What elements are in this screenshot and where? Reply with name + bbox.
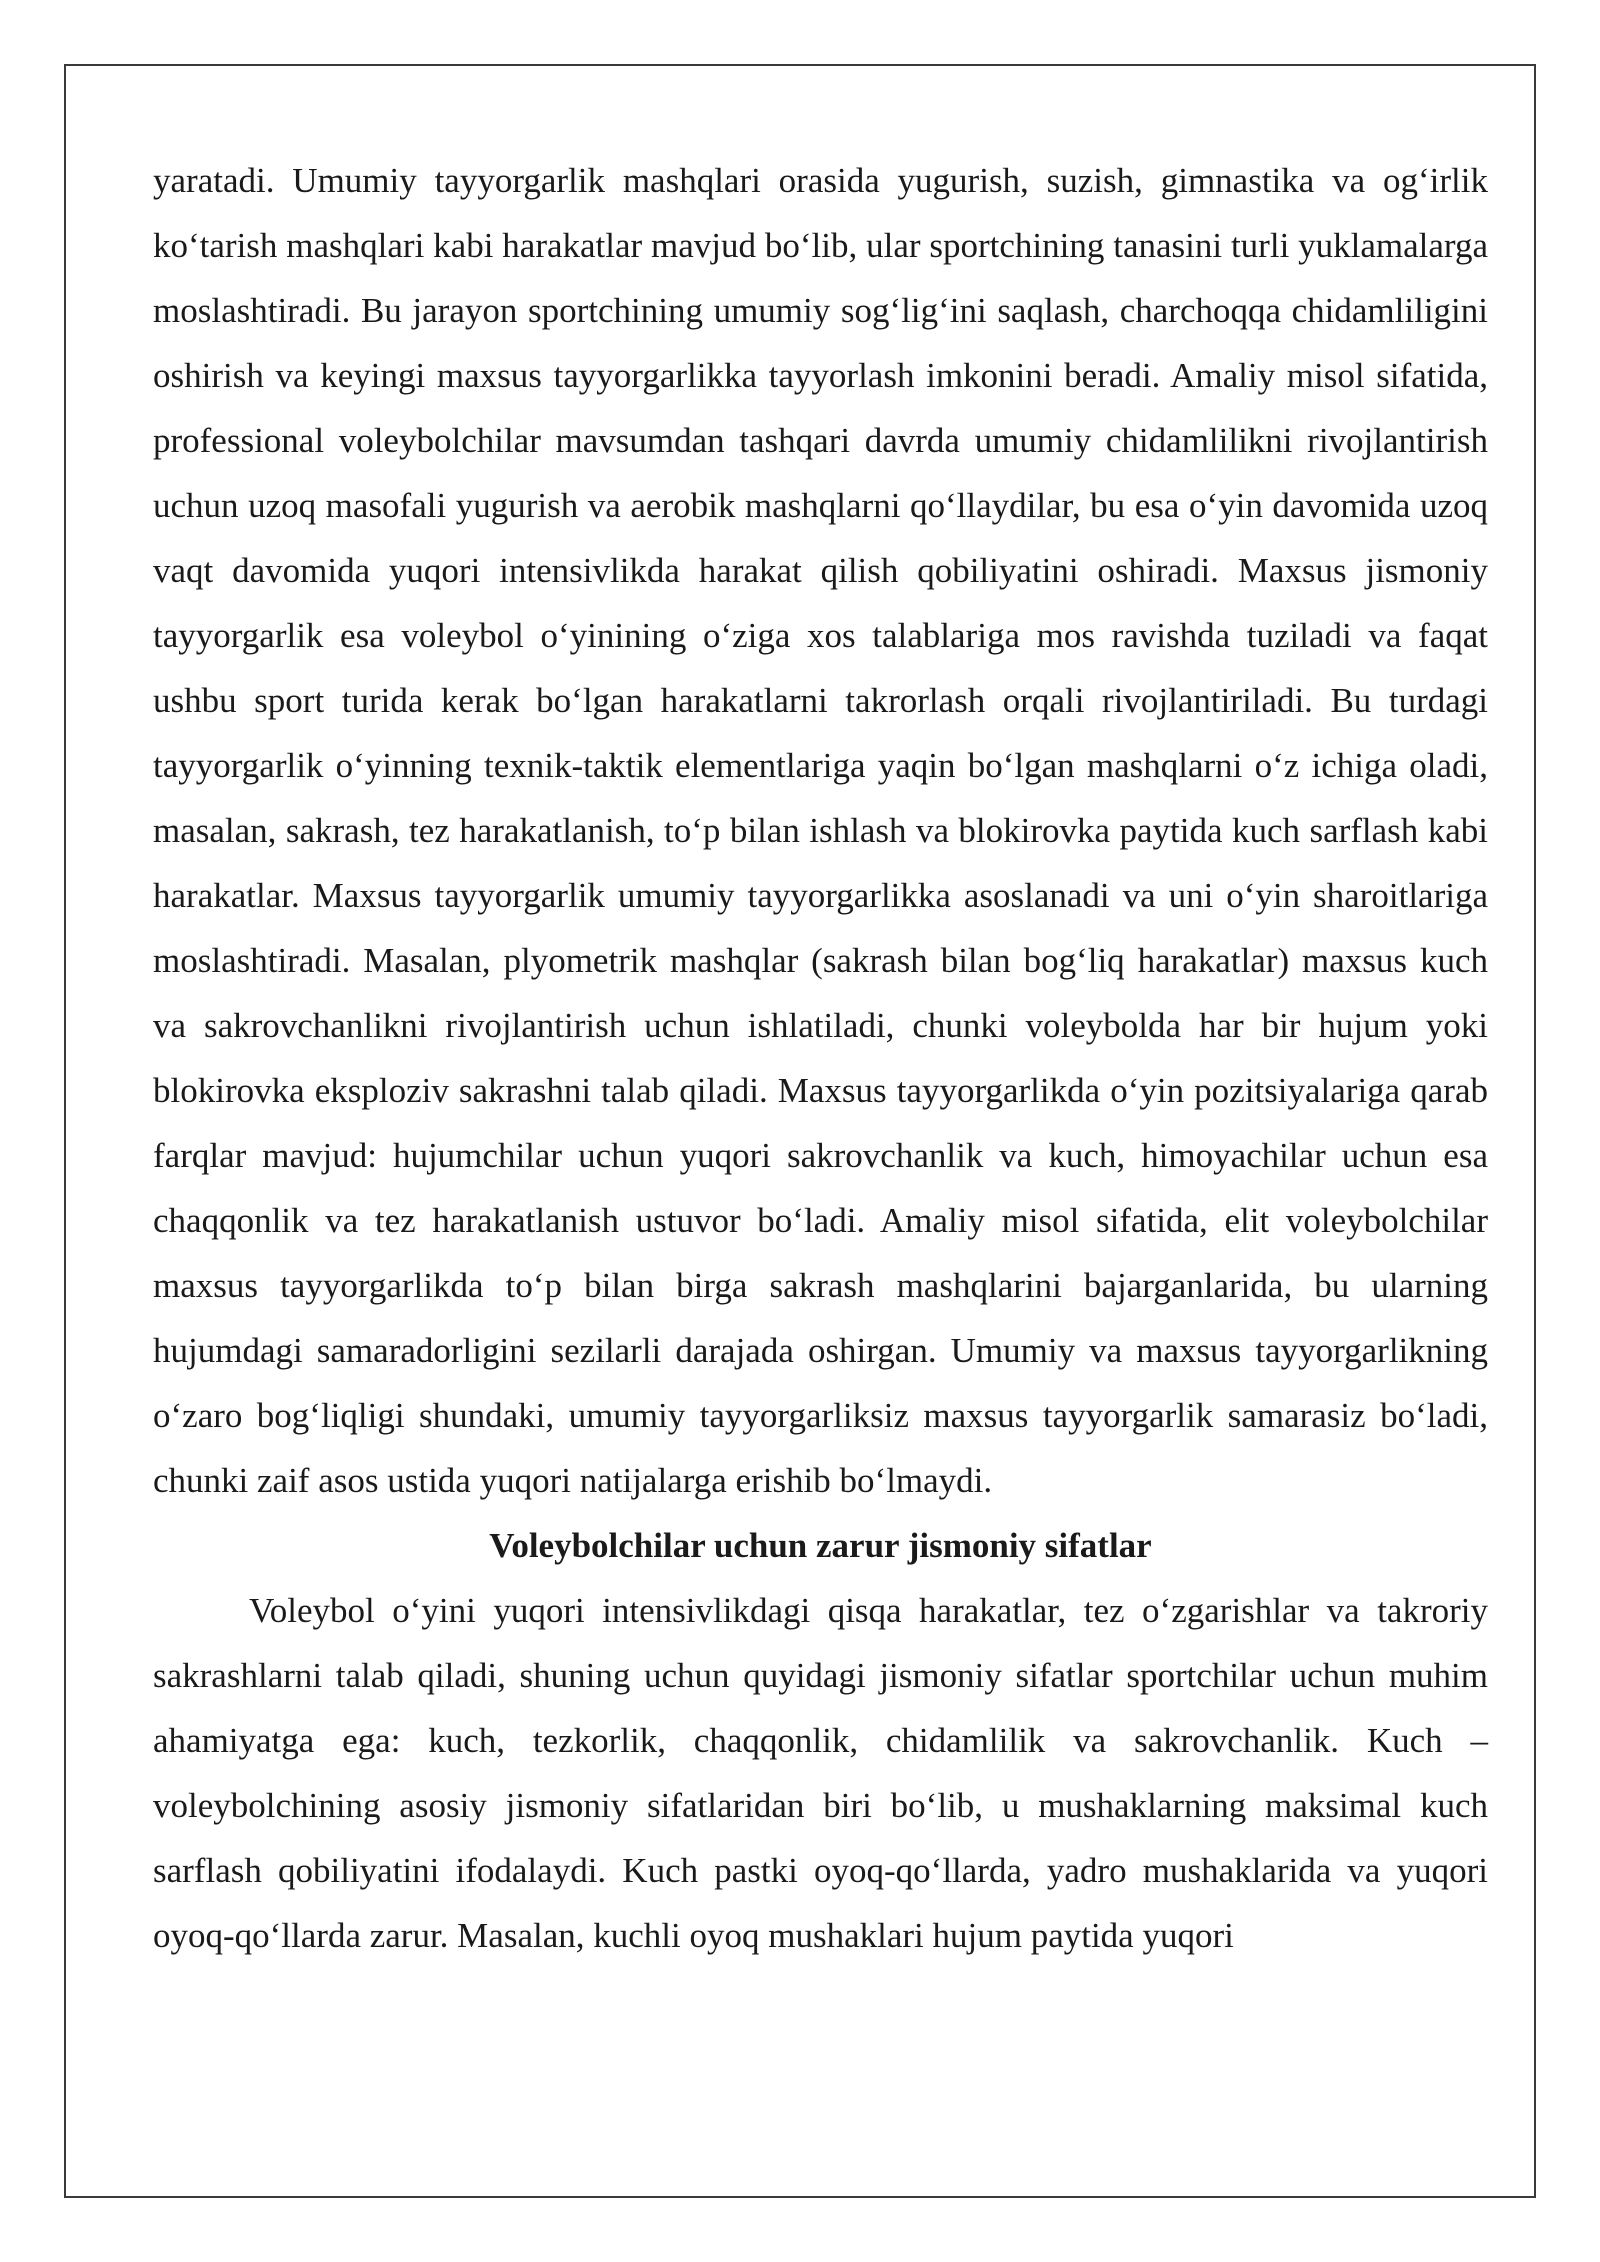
- section-heading: Voleybolchilar uchun zarur jismoniy sifatlar: [489, 1526, 1152, 1565]
- body-paragraph: yaratadi. Umumiy tayyorgarlik mashqlari orasida yugurish, suzish, gimnastika va og‘irlik ko‘tarish mashqlari kabi harakatlar mavjud bo‘lib, ular sportchining tanasini turli yuklamalarga moslashtiradi. Bu jarayon sportchining umumiy sog‘lig‘ini saqlash, charchoqqa chidamliligini oshirish va keyingi maxsus tayyorgarlikka tayyorlash imkonini beradi. Amaliy misol sifatida, professional voleybolchilar mavsumdan tashqari davrda umumiy chidamlilikni rivojlantirish uchun uzoq masofali yugurish va aerobik mashqlarni qo‘llaydilar, bu esa o‘yin davomida uzoq vaqt davomida yuqori intensivlikda harakat qilish qobiliyatini oshiradi. Maxsus jismoniy tayyorgarlik esa voleybol o‘yinining o‘ziga xos talablariga mos ravishda tuziladi va faqat ushbu sport turida kerak bo‘lgan harakatlarni takrorlash orqali rivojlantiriladi. Bu turdagi tayyorgarlik o‘yinning texnik-taktik elementlariga yaqin bo‘lgan mashqlarni o‘z ichiga oladi, masalan, sakrash, tez harakatlanish, to‘p bilan ishlash va blokirovka paytida kuch sarflash kabi harakatlar. Maxsus tayyorgarlik umumiy tayyorgarlikka asoslanadi va uni o‘yin sharoitlariga moslashtiradi. Masalan, plyometrik mashqlar (sakrash bilan bog‘liq harakatlar) maxsus kuch va sakrovchanlikni rivojlantirish uchun ishlatiladi, chunki voleybolda har bir hujum yoki blokirovka eksploziv sakrashni talab qiladi. Maxsus tayyorgarlikda o‘yin pozitsiyalariga qarab farqlar mavjud: hujumchilar uchun yuqori sakrovchanlik va kuch, himoyachilar uchun esa chaqqonlik va tez harakatlanish ustuvor bo‘ladi. Amaliy misol sifatida, elit voleybolchilar maxsus tayyorgarlikda to‘p bilan birga sakrash mashqlarini bajarganlarida, bu ularning hujumdagi samaradorligini sezilarli darajada oshirgan. Umumiy va maxsus tayyorgarlikning o‘zaro bog‘liqligi shundaki, umumiy tayyorgarliksiz maxsus tayyorgarlik samarasiz bo‘ladi, chunki zaif asos ustida yuqori natijalarga erishib bo‘lmaydi.: [153, 161, 1488, 1500]
- body-paragraph: Voleybol o‘yini yuqori intensivlikdagi qisqa harakatlar, tez o‘zgarishlar va takroriy sakrashlarni talab qiladi, shuning uchun quyidagi jismoniy sifatlar sportchilar uchun muhim ahamiyatga ega: kuch, tezkorlik, chaqqonlik, chidamlilik va sakrovchanlik. Kuch – voleybolchining asosiy jismoniy sifatlaridan biri bo‘lib, u mushaklarning maksimal kuch sarflash qobiliyatini ifodalaydi. Kuch pastki oyoq-qo‘llarda, yadro mushaklarida va yuqori oyoq-qo‘llarda zarur. Masalan, kuchli oyoq mushaklari hujum paytida yuqori: [153, 1591, 1488, 1955]
- document-body: [153, 148, 1488, 1968]
